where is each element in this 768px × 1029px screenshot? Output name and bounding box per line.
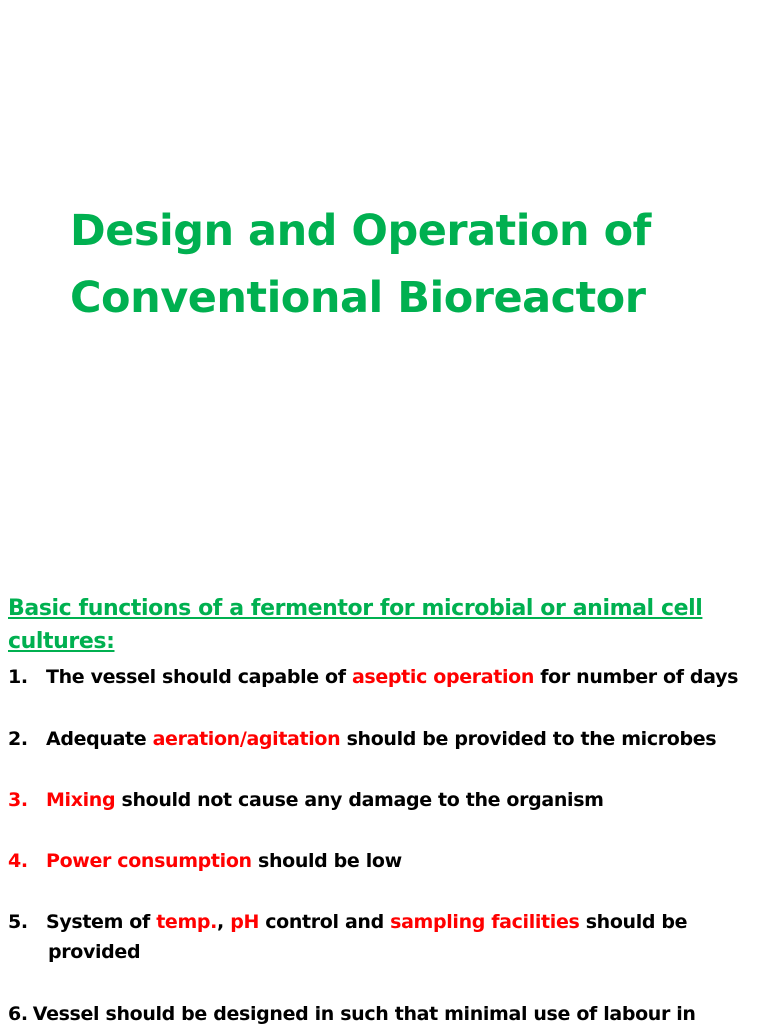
list-item [8,999,758,1029]
item-text: System of [46,911,157,933]
item-text: control and [259,911,391,933]
item-text: Vessel should be designed in such that minimal use of labour in [32,1003,696,1025]
slide-title: Design and Operation of Conventional Bioreactor [70,206,651,323]
item-highlight: Mixing [46,789,116,811]
item-text: should be low [251,850,402,872]
item-number: 6. [8,1003,28,1025]
item-highlight: pH [230,911,259,933]
item-highlight: temp. [156,911,218,933]
item-highlight: Power consumption [46,850,252,872]
item-text: should be provided to the microbes [340,728,717,750]
item-highlight: sampling facilities [390,911,580,933]
list-item [8,846,758,876]
item-highlight: aeration/agitation [152,728,341,750]
item-text: should not cause any damage to the organism [115,789,604,811]
item-number: 3. [8,789,28,811]
item-highlight: aseptic operation [351,666,534,688]
item-number: 5. [8,911,28,933]
item-text: , [217,911,231,933]
item-text: should be [579,911,688,933]
list-item [8,724,758,754]
list-item [8,785,758,815]
item-number: 2. [8,728,28,750]
item-text: Adequate [46,728,153,750]
item-text: for number of days [534,666,739,688]
item-number: 1. [8,666,28,688]
item-continuation: provided [48,941,141,963]
list-item [8,662,758,692]
section-heading: Basic functions of a fermentor for microbial or animal cell cultures: [8,596,703,654]
list-item [8,907,758,967]
item-number: 4. [8,850,28,872]
item-text: The vessel should capable of [46,666,352,688]
